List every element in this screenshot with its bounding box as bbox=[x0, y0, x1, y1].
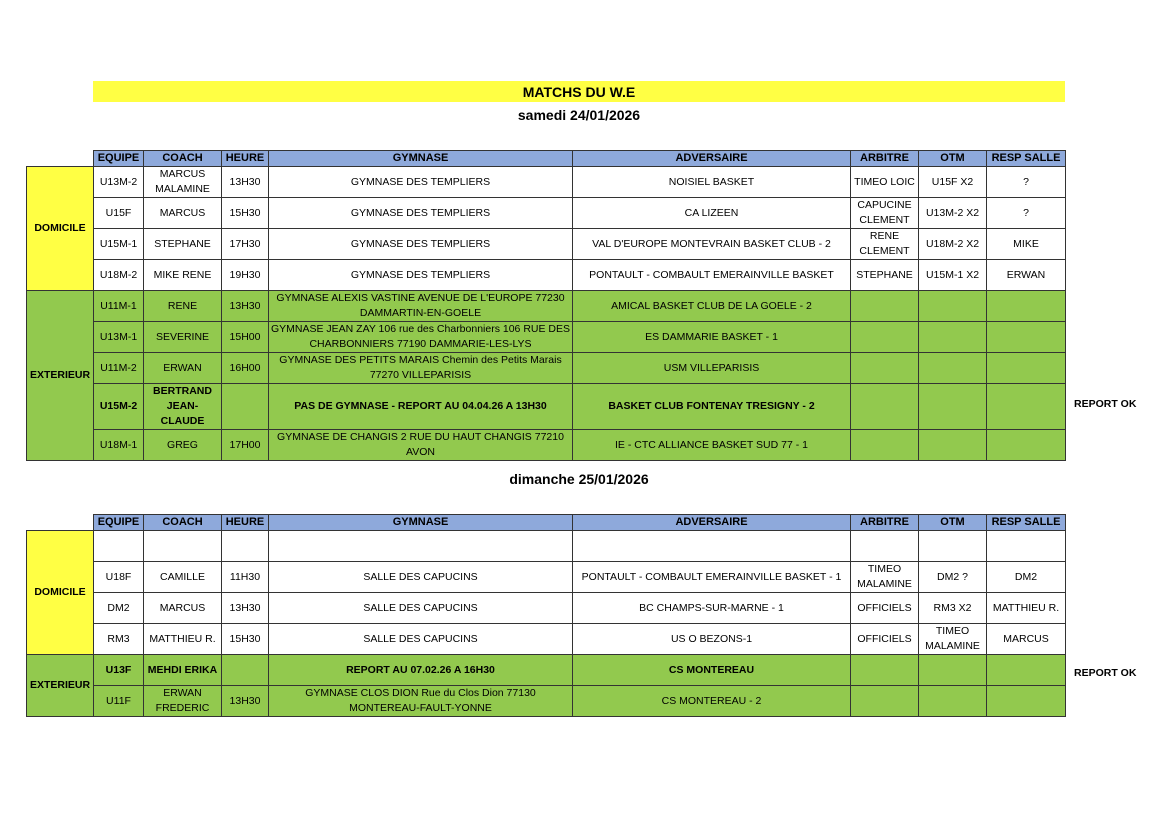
cell-otm: RM3 X2 bbox=[919, 593, 987, 624]
cell-otm: DM2 ? bbox=[919, 562, 987, 593]
cell-heure bbox=[222, 384, 269, 430]
cell-gymnase: GYMNASE ALEXIS VASTINE AVENUE DE L'EUROPE 77230 DAMMARTIN-EN-GOELE bbox=[269, 291, 573, 322]
corner-blank bbox=[27, 151, 94, 167]
cell-resp-salle bbox=[987, 430, 1066, 461]
cell-resp-salle bbox=[987, 531, 1066, 562]
cell-heure: 15H30 bbox=[222, 198, 269, 229]
cell-otm: U13M-2 X2 bbox=[919, 198, 987, 229]
cell-equipe: U11M-1 bbox=[94, 291, 144, 322]
cell-resp-salle bbox=[987, 291, 1066, 322]
cell-coach: MARCUS MALAMINE bbox=[144, 167, 222, 198]
cell-otm bbox=[919, 322, 987, 353]
section-label-domicile: DOMICILE bbox=[27, 167, 94, 291]
cell-otm bbox=[919, 686, 987, 717]
cell-resp-salle: ? bbox=[987, 198, 1066, 229]
col-header-gymnase: GYMNASE bbox=[269, 151, 573, 167]
cell-arbitre bbox=[851, 322, 919, 353]
section-label-exterieur: EXTERIEUR bbox=[27, 291, 94, 461]
col-header-otm: OTM bbox=[919, 151, 987, 167]
cell-gymnase: PAS DE GYMNASE - REPORT AU 04.04.26 A 13H30 bbox=[269, 384, 573, 430]
cell-otm bbox=[919, 655, 987, 686]
cell-coach: CAMILLE bbox=[144, 562, 222, 593]
cell-equipe: U11F bbox=[94, 686, 144, 717]
cell-arbitre bbox=[851, 291, 919, 322]
cell-otm bbox=[919, 353, 987, 384]
col-header-equipe: EQUIPE bbox=[94, 515, 144, 531]
col-header-adversaire: ADVERSAIRE bbox=[573, 515, 851, 531]
cell-gymnase: GYMNASE DES TEMPLIERS bbox=[269, 198, 573, 229]
cell-adversaire: VAL D'EUROPE MONTEVRAIN BASKET CLUB - 2 bbox=[573, 229, 851, 260]
cell-resp-salle bbox=[987, 686, 1066, 717]
col-header-resp-salle: RESP SALLE bbox=[987, 151, 1066, 167]
table-row bbox=[27, 531, 1066, 562]
col-header-arbitre: ARBITRE bbox=[851, 151, 919, 167]
col-header-otm: OTM bbox=[919, 515, 987, 531]
col-header-heure: HEURE bbox=[222, 515, 269, 531]
cell-heure bbox=[222, 655, 269, 686]
cell-adversaire: AMICAL BASKET CLUB DE LA GOELE - 2 bbox=[573, 291, 851, 322]
cell-resp-salle bbox=[987, 384, 1066, 430]
cell-otm bbox=[919, 531, 987, 562]
page-title: MATCHS DU W.E bbox=[93, 81, 1065, 102]
cell-heure: 13H30 bbox=[222, 167, 269, 198]
cell-gymnase: SALLE DES CAPUCINS bbox=[269, 593, 573, 624]
cell-equipe: U18M-2 bbox=[94, 260, 144, 291]
cell-arbitre: STEPHANE bbox=[851, 260, 919, 291]
cell-coach: MARCUS bbox=[144, 198, 222, 229]
cell-coach: MARCUS bbox=[144, 593, 222, 624]
cell-heure: 15H30 bbox=[222, 624, 269, 655]
cell-adversaire bbox=[573, 531, 851, 562]
cell-gymnase: GYMNASE DE CHANGIS 2 RUE DU HAUT CHANGIS 77210 AVON bbox=[269, 430, 573, 461]
cell-adversaire: PONTAULT - COMBAULT EMERAINVILLE BASKET bbox=[573, 260, 851, 291]
cell-arbitre bbox=[851, 384, 919, 430]
cell-coach: ERWAN FREDERIC bbox=[144, 686, 222, 717]
cell-coach: BERTRAND JEAN-CLAUDE bbox=[144, 384, 222, 430]
table-row bbox=[27, 593, 1066, 624]
cell-resp-salle: MARCUS bbox=[987, 624, 1066, 655]
cell-coach: MEHDI ERIKA bbox=[144, 655, 222, 686]
cell-equipe: U13F bbox=[94, 655, 144, 686]
table-row bbox=[27, 686, 1066, 717]
section-label-exterieur: EXTERIEUR bbox=[27, 655, 94, 717]
cell-resp-salle: ERWAN bbox=[987, 260, 1066, 291]
col-header-arbitre: ARBITRE bbox=[851, 515, 919, 531]
cell-gymnase: GYMNASE CLOS DION Rue du Clos Dion 77130 MONTEREAU-FAULT-YONNE bbox=[269, 686, 573, 717]
cell-gymnase: SALLE DES CAPUCINS bbox=[269, 624, 573, 655]
cell-arbitre bbox=[851, 353, 919, 384]
cell-heure: 19H30 bbox=[222, 260, 269, 291]
cell-otm bbox=[919, 291, 987, 322]
report-note: REPORT OK bbox=[1074, 667, 1137, 679]
cell-resp-salle bbox=[987, 322, 1066, 353]
cell-heure: 16H00 bbox=[222, 353, 269, 384]
cell-heure bbox=[222, 531, 269, 562]
table-row bbox=[27, 384, 1066, 430]
cell-adversaire: PONTAULT - COMBAULT EMERAINVILLE BASKET - 1 bbox=[573, 562, 851, 593]
date-heading-saturday: samedi 24/01/2026 bbox=[517, 107, 641, 123]
cell-equipe: U11M-2 bbox=[94, 353, 144, 384]
cell-arbitre: TIMEO MALAMINE bbox=[851, 562, 919, 593]
report-note: REPORT OK bbox=[1074, 398, 1137, 410]
cell-heure: 15H00 bbox=[222, 322, 269, 353]
cell-coach: STEPHANE bbox=[144, 229, 222, 260]
cell-coach bbox=[144, 531, 222, 562]
cell-arbitre bbox=[851, 531, 919, 562]
cell-arbitre: TIMEO LOIC bbox=[851, 167, 919, 198]
cell-arbitre bbox=[851, 686, 919, 717]
cell-heure: 17H30 bbox=[222, 229, 269, 260]
cell-arbitre bbox=[851, 430, 919, 461]
cell-gymnase: REPORT AU 07.02.26 A 16H30 bbox=[269, 655, 573, 686]
cell-heure: 13H30 bbox=[222, 593, 269, 624]
cell-resp-salle bbox=[987, 655, 1066, 686]
cell-equipe bbox=[94, 531, 144, 562]
cell-equipe: RM3 bbox=[94, 624, 144, 655]
cell-coach: MATTHIEU R. bbox=[144, 624, 222, 655]
cell-equipe: U13M-2 bbox=[94, 167, 144, 198]
cell-arbitre bbox=[851, 655, 919, 686]
cell-resp-salle: MIKE bbox=[987, 229, 1066, 260]
table-row bbox=[27, 655, 1066, 686]
table-row bbox=[27, 322, 1066, 353]
cell-otm bbox=[919, 384, 987, 430]
schedule-table-saturday bbox=[26, 150, 1066, 461]
cell-heure: 17H00 bbox=[222, 430, 269, 461]
cell-coach: SEVERINE bbox=[144, 322, 222, 353]
cell-equipe: U15F bbox=[94, 198, 144, 229]
date-heading-sunday: dimanche 25/01/2026 bbox=[509, 471, 649, 487]
cell-heure: 13H30 bbox=[222, 686, 269, 717]
cell-otm: TIMEO MALAMINE bbox=[919, 624, 987, 655]
cell-gymnase: GYMNASE JEAN ZAY 106 rue des Charbonniers 106 RUE DES CHARBONNIERS 77190 DAMMARIE-LES-LYS bbox=[269, 322, 573, 353]
cell-gymnase: GYMNASE DES TEMPLIERS bbox=[269, 167, 573, 198]
table-row bbox=[27, 167, 1066, 198]
table-row bbox=[27, 353, 1066, 384]
cell-adversaire: BC CHAMPS-SUR-MARNE - 1 bbox=[573, 593, 851, 624]
cell-otm: U18M-2 X2 bbox=[919, 229, 987, 260]
table-row bbox=[27, 229, 1066, 260]
col-header-heure: HEURE bbox=[222, 151, 269, 167]
table-row bbox=[27, 562, 1066, 593]
col-header-equipe: EQUIPE bbox=[94, 151, 144, 167]
cell-adversaire: ES DAMMARIE BASKET - 1 bbox=[573, 322, 851, 353]
cell-adversaire: IE - CTC ALLIANCE BASKET SUD 77 - 1 bbox=[573, 430, 851, 461]
cell-resp-salle: ? bbox=[987, 167, 1066, 198]
cell-gymnase: GYMNASE DES PETITS MARAIS Chemin des Petits Marais 77270 VILLEPARISIS bbox=[269, 353, 573, 384]
table-row bbox=[27, 624, 1066, 655]
cell-adversaire: CS MONTEREAU bbox=[573, 655, 851, 686]
cell-adversaire: CA LIZEEN bbox=[573, 198, 851, 229]
schedule-table-sunday bbox=[26, 514, 1066, 717]
table-row bbox=[27, 198, 1066, 229]
cell-adversaire: USM VILLEPARISIS bbox=[573, 353, 851, 384]
table-row bbox=[27, 291, 1066, 322]
cell-coach: RENE bbox=[144, 291, 222, 322]
section-label-domicile: DOMICILE bbox=[27, 531, 94, 655]
cell-otm bbox=[919, 430, 987, 461]
cell-resp-salle bbox=[987, 353, 1066, 384]
corner-blank bbox=[27, 515, 94, 531]
cell-resp-salle: DM2 bbox=[987, 562, 1066, 593]
table-row bbox=[27, 260, 1066, 291]
col-header-gymnase: GYMNASE bbox=[269, 515, 573, 531]
cell-equipe: U18F bbox=[94, 562, 144, 593]
cell-adversaire: CS MONTEREAU - 2 bbox=[573, 686, 851, 717]
cell-equipe: U13M-1 bbox=[94, 322, 144, 353]
cell-adversaire: US O BEZONS-1 bbox=[573, 624, 851, 655]
cell-coach: MIKE RENE bbox=[144, 260, 222, 291]
cell-equipe: U15M-1 bbox=[94, 229, 144, 260]
cell-arbitre: RENE CLEMENT bbox=[851, 229, 919, 260]
cell-arbitre: OFFICIELS bbox=[851, 593, 919, 624]
cell-otm: U15F X2 bbox=[919, 167, 987, 198]
cell-equipe: U15M-2 bbox=[94, 384, 144, 430]
cell-coach: GREG bbox=[144, 430, 222, 461]
cell-gymnase: SALLE DES CAPUCINS bbox=[269, 562, 573, 593]
cell-adversaire: NOISIEL BASKET bbox=[573, 167, 851, 198]
table-row bbox=[27, 430, 1066, 461]
col-header-coach: COACH bbox=[144, 151, 222, 167]
cell-resp-salle: MATTHIEU R. bbox=[987, 593, 1066, 624]
cell-coach: ERWAN bbox=[144, 353, 222, 384]
cell-adversaire: BASKET CLUB FONTENAY TRESIGNY - 2 bbox=[573, 384, 851, 430]
cell-otm: U15M-1 X2 bbox=[919, 260, 987, 291]
cell-heure: 11H30 bbox=[222, 562, 269, 593]
col-header-coach: COACH bbox=[144, 515, 222, 531]
cell-equipe: U18M-1 bbox=[94, 430, 144, 461]
cell-arbitre: OFFICIELS bbox=[851, 624, 919, 655]
cell-arbitre: CAPUCINE CLEMENT bbox=[851, 198, 919, 229]
cell-heure: 13H30 bbox=[222, 291, 269, 322]
cell-equipe: DM2 bbox=[94, 593, 144, 624]
col-header-resp-salle: RESP SALLE bbox=[987, 515, 1066, 531]
cell-gymnase: GYMNASE DES TEMPLIERS bbox=[269, 229, 573, 260]
cell-gymnase: GYMNASE DES TEMPLIERS bbox=[269, 260, 573, 291]
col-header-adversaire: ADVERSAIRE bbox=[573, 151, 851, 167]
cell-gymnase bbox=[269, 531, 573, 562]
